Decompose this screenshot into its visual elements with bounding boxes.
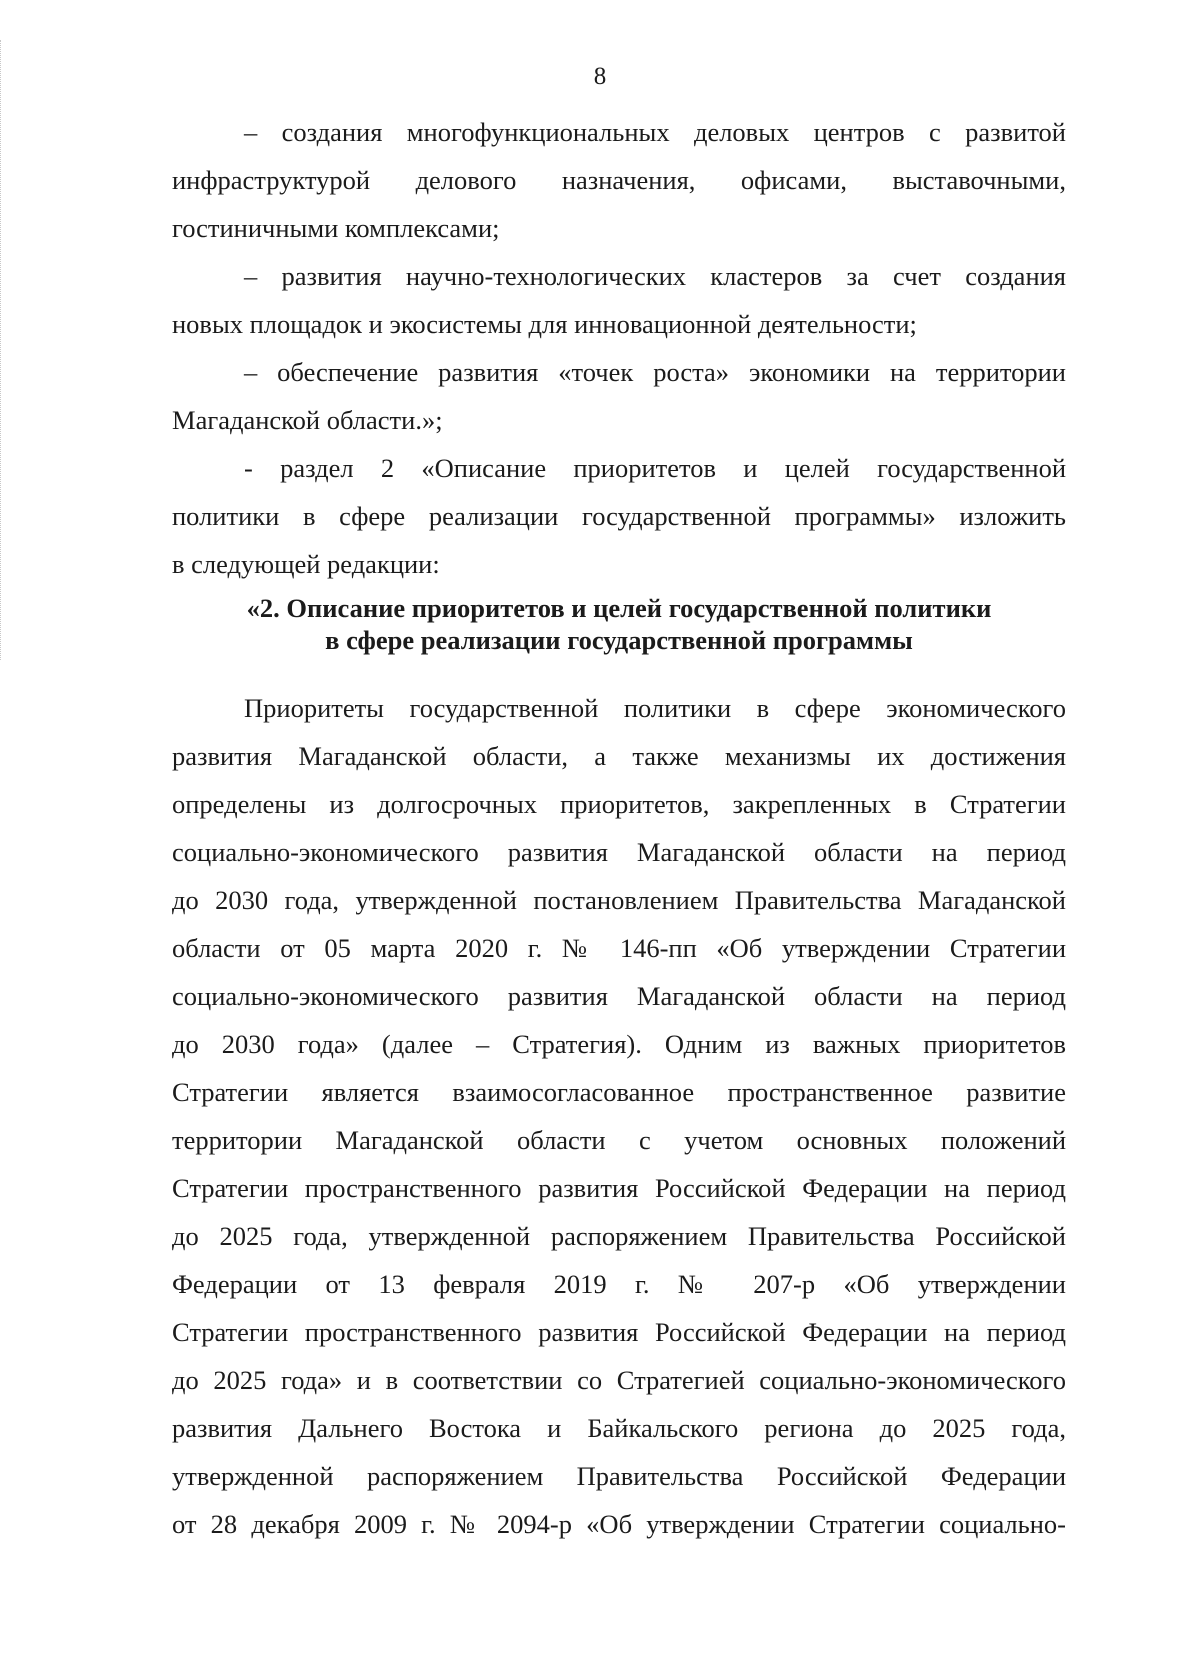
scan-margin-artifact — [0, 40, 9, 660]
text-line: Федерации от 13 февраля 2019 г. № 207-р «Об утверждении — [172, 1269, 1066, 1299]
text-line: Приоритеты государственной политики в сфере экономического — [244, 693, 1066, 723]
document-body — [172, 108, 1066, 1548]
section-heading — [172, 592, 1066, 656]
text-line: определены из долгосрочных приоритетов, закрепленных в Стратегии — [172, 789, 1066, 819]
text-line: Стратегии пространственного развития Российской Федерации на период — [172, 1317, 1066, 1347]
text-line: инфраструктурой делового назначения, офисами, выставочными, — [172, 165, 1066, 195]
text-line: социально-экономического развития Магаданской области на период — [172, 981, 1066, 1011]
text-line: развития Магаданской области, а также механизмы их достижения — [172, 741, 1066, 771]
main-paragraph — [172, 684, 1066, 1548]
text-line: – создания многофункциональных деловых центров с развитой — [244, 117, 1066, 147]
text-line: гостиничными комплексами; — [172, 213, 500, 243]
heading-line: «2. Описание приоритетов и целей государственной политики — [246, 593, 992, 623]
text-line: Стратегии является взаимосогласованное пространственное развитие — [172, 1077, 1066, 1107]
text-line: социально-экономического развития Магаданской области на период — [172, 837, 1066, 867]
text-line: от 28 декабря 2009 г. № 2094-р «Об утверждении Стратегии социально- — [172, 1509, 1066, 1539]
list-item-business-centers — [172, 108, 1066, 252]
list-item-growth-points — [172, 348, 1066, 444]
text-line: территории Магаданской области с учетом основных положений — [172, 1125, 1066, 1155]
heading-line: в сфере реализации государственной программы — [325, 625, 913, 655]
amendment-paragraph — [172, 444, 1066, 588]
list-item-tech-clusters — [172, 252, 1066, 348]
text-line: до 2030 года, утвержденной постановлением Правительства Магаданской — [172, 885, 1066, 915]
text-line: до 2025 года, утвержденной распоряжением Правительства Российской — [172, 1221, 1066, 1251]
text-line: развития Дальнего Востока и Байкальского региона до 2025 года, — [172, 1413, 1066, 1443]
text-line: в следующей редакции: — [172, 549, 440, 579]
text-line: до 2025 года» и в соответствии со Стратегией социально-экономического — [172, 1365, 1066, 1395]
text-line: области от 05 марта 2020 г. № 146-пп «Об утверждении Стратегии — [172, 933, 1066, 963]
page-number: 8 — [593, 63, 607, 90]
text-line: новых площадок и экосистемы для инновационной деятельности; — [172, 309, 917, 339]
text-line: – развития научно-технологических кластеров за счет создания — [244, 261, 1066, 291]
text-line: – обеспечение развития «точек роста» экономики на территории — [244, 357, 1066, 387]
text-line: Стратегии пространственного развития Российской Федерации на период — [172, 1173, 1066, 1203]
text-line: политики в сфере реализации государственной программы» изложить — [172, 501, 1066, 531]
text-line: утвержденной распоряжением Правительства Российской Федерации — [172, 1461, 1066, 1491]
text-line: Магаданской области.»; — [172, 405, 443, 435]
text-line: - раздел 2 «Описание приоритетов и целей государственной — [244, 453, 1066, 483]
text-line: до 2030 года» (далее – Стратегия). Одним из важных приоритетов — [172, 1029, 1066, 1059]
